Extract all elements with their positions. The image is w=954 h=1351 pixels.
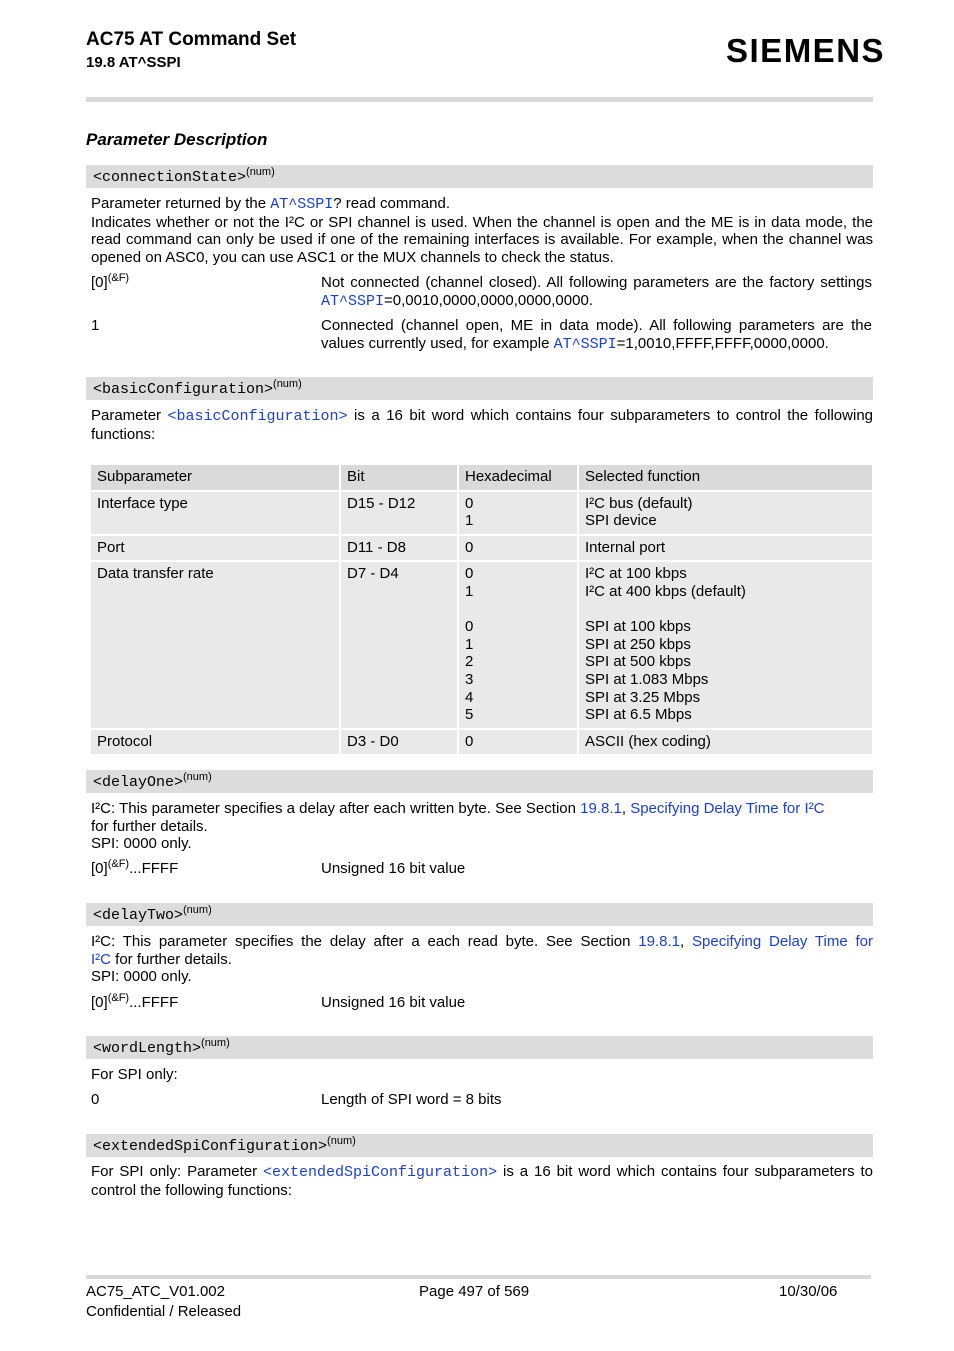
footer-page-number: Page 497 of 569	[419, 1283, 530, 1300]
value-key: $[0]^{(\&F)}$	[91, 272, 130, 291]
table-cell: 0	[459, 536, 577, 561]
table-row	[91, 536, 872, 561]
atsspi-link[interactable]: AT^SSPI	[270, 196, 334, 213]
param-name: <basicConfiguration>	[93, 381, 274, 398]
delay-time-link-continued[interactable]: I²C	[91, 950, 111, 968]
param-type: (num)	[183, 904, 212, 916]
delay-two-description: I²C: This parameter specifies the delay after a each read byte. See Section 19.8.1, Specifying Delay Time for I²C for further details. SPI: 0000 only.	[91, 933, 873, 985]
section-link[interactable]: 19.8.1	[638, 933, 681, 950]
value-description: Length of SPI word = 8 bits	[321, 1091, 502, 1108]
atsspi-link[interactable]: AT^SSPI	[321, 292, 385, 310]
column-header: Bit	[341, 465, 457, 490]
table-cell: 0	[459, 730, 577, 755]
param-type: (num)	[327, 1135, 356, 1147]
param-type: (num)	[201, 1037, 230, 1049]
delay-time-link[interactable]: Specifying Delay Time for I²C	[630, 800, 825, 817]
extended-spi-configuration-link[interactable]: <extendedSpiConfiguration>	[263, 1164, 498, 1181]
param-name: <connectionState>	[93, 169, 247, 186]
delay-one-description: I²C: This parameter specifies a delay after each written byte. See Section 19.8.1, Specifying Delay Time for I²C for further details. SPI: 0000 only.	[91, 800, 873, 853]
param-type: (num)	[246, 166, 275, 178]
parameter-description-heading: Parameter Description	[86, 130, 268, 149]
param-type: (num)	[183, 771, 212, 783]
footer-doc-id: AC75_ATC_V01.002	[86, 1283, 225, 1300]
value-key: $[0]^{(\&F)}...FFFF$	[91, 858, 179, 877]
table-cell: 0 1 0 1 2 3 4 5	[459, 562, 577, 727]
param-header-connection-state	[86, 165, 873, 188]
param-type: (num)	[273, 378, 302, 390]
table-row	[91, 730, 872, 755]
table-cell: D3 - D0	[341, 730, 457, 755]
param-name: <delayOne>	[93, 774, 184, 791]
table-cell: I²C bus (default) SPI device	[579, 492, 872, 534]
footer-status: Confidential / Released	[86, 1303, 242, 1320]
table-cell: 0 1	[459, 492, 577, 534]
spi-note: SPI: 0000 only.	[91, 968, 192, 985]
table-row	[91, 562, 872, 727]
value-description: Unsigned 16 bit value	[321, 860, 466, 877]
header-divider	[86, 97, 873, 102]
delay-time-link[interactable]: Specifying Delay Time for	[692, 933, 873, 950]
connection-state-text: Indicates whether or not the I²C or SPI channel is used. When the channel is open and the ME is in data mode, the read command can only be used if one of the remaining interfaces is available. For example, when the channel was opened on ASC0, you can use ASC1 or the MUX channels to check the status.	[91, 213, 873, 266]
table-cell: ASCII (hex coding)	[579, 730, 872, 755]
word-length-description: For SPI only:	[91, 1066, 178, 1083]
value-key: 0	[91, 1091, 100, 1108]
footer-divider	[86, 1275, 871, 1279]
param-name: <extendedSpiConfiguration>	[93, 1138, 328, 1155]
value-key: $[0]^{(\&F)}...FFFF$	[91, 992, 179, 1011]
spi-note: SPI: 0000 only.	[91, 835, 192, 852]
table-cell: Protocol	[91, 730, 339, 755]
param-header-extended-spi-configuration	[86, 1134, 873, 1157]
table-cell: D15 - D12	[341, 492, 457, 534]
table-header-row	[91, 465, 872, 490]
column-header: Subparameter	[91, 465, 339, 490]
table-cell: I²C at 100 kbps I²C at 400 kbps (default) SPI at 100 kbps SPI at 250 kbps SPI at 500 kbps SPI at 1.083 Mbps SPI at 3.25 Mbps SPI at 6.5 Mbps	[579, 562, 872, 727]
table-cell: Interface type	[91, 492, 339, 534]
param-header-word-length	[86, 1036, 873, 1059]
table-cell: Internal port	[579, 536, 872, 561]
table-cell: Data transfer rate	[91, 562, 339, 727]
column-header: Hexadecimal	[459, 465, 577, 490]
connection-state-description: Parameter returned by the AT^SSPI? read command. Indicates whether or not the I²C or SPI channel is used. When the channel is open and the ME is in data mode, the read command can only be used if one of the remaining interfaces is available. For example, when the channel was opened on ASC0, you can use ASC1 or the MUX channels to check the status.	[91, 195, 873, 266]
section-link[interactable]: 19.8.1	[580, 800, 622, 817]
document-title: AC75 AT Command Set	[86, 29, 297, 50]
atsspi-link[interactable]: AT^SSPI	[553, 335, 617, 353]
value-description: Not connected (channel closed). All following parameters are the factory settings AT^SSPI=0,0010,0000,0000,0000,0000.	[321, 274, 872, 310]
table-cell: Port	[91, 536, 339, 561]
param-header-delay-two	[86, 903, 873, 926]
subparameter-table	[89, 463, 874, 756]
column-header: Selected function	[579, 465, 872, 490]
param-header-delay-one	[86, 770, 873, 793]
extended-spi-configuration-description: For SPI only: Parameter <extendedSpiConfiguration> is a 16 bit word which contains four subparameters to control the following functions:	[91, 1163, 874, 1199]
siemens-logo: SIEMENS	[726, 32, 886, 69]
value-description: Connected (channel open, ME in data mode). All following parameters are the values currently used, for example AT^SSPI=1,0010,FFFF,FFFF,0000,0000.	[321, 317, 872, 353]
value-key: 1	[91, 317, 100, 334]
table-cell: D7 - D4	[341, 562, 457, 727]
param-name: <delayTwo>	[93, 907, 184, 924]
value-description: Unsigned 16 bit value	[321, 994, 466, 1011]
section-subtitle: 19.8 AT^SSPI	[86, 54, 181, 71]
footer-date: 10/30/06	[779, 1283, 838, 1300]
table-cell: D11 - D8	[341, 536, 457, 561]
param-header-basic-configuration	[86, 377, 873, 400]
param-name: <wordLength>	[93, 1040, 202, 1057]
basic-configuration-description: Parameter <basicConfiguration> is a 16 bit word which contains four subparameters to control the following functions:	[91, 407, 873, 443]
table-row	[91, 492, 872, 534]
basic-configuration-link[interactable]: <basicConfiguration>	[167, 408, 348, 425]
